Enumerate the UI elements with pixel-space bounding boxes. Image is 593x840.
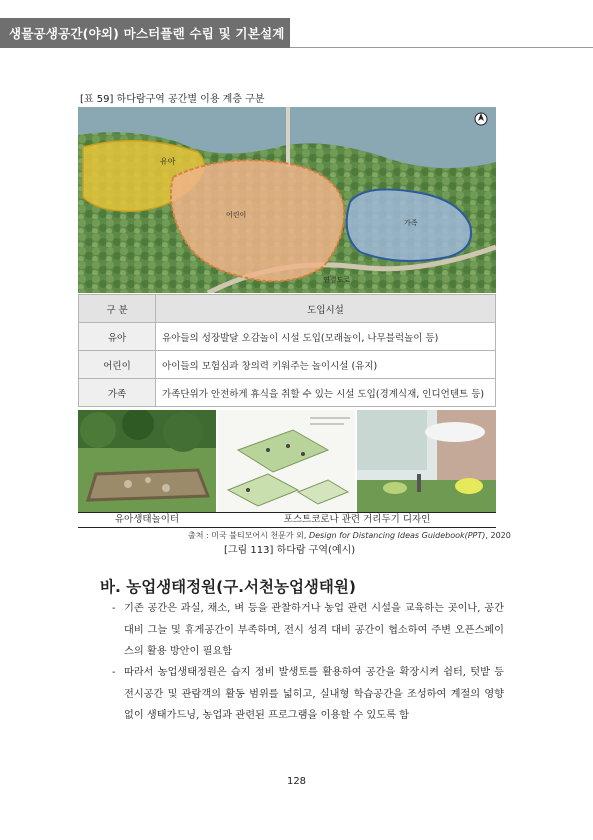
- bullet-dash: -: [112, 667, 116, 678]
- north-arrow-icon: [475, 113, 487, 125]
- running-header-title: 생물공생공간(야외) 마스터플랜 수립 및 기본설계: [9, 26, 285, 41]
- source-prefix: 출처 : 미국 불티모어시 천문가 외,: [188, 531, 309, 540]
- table-header-category: 구 분: [79, 295, 156, 323]
- body-paragraph: [112, 662, 504, 727]
- distancing-rendering: [357, 410, 496, 512]
- map-label-path: 연결도로: [323, 276, 351, 284]
- figure-caption: [그림 113] 하다람 구역(예시): [224, 545, 356, 556]
- source-note: [188, 530, 511, 541]
- row-category: 유아: [79, 323, 156, 351]
- paragraph-text: 따라서 농업생태정원은 습지 정비 발생토를 활용하여 공간을 확장시켜 쉼터, 텃밭 등 전시공간 및 관람객의 활동 범위를 넓히고, 실내형 학습공간을 조성하여 계절의 영향 없이 생태가드닝, 농업과 관련된 프로그램을 이용할 수 있도록 함: [124, 667, 504, 721]
- section-title: 바. 농업생태정원(구.서천농업생태원): [100, 578, 356, 596]
- table-row: [79, 323, 496, 351]
- infant-playground-photo: [78, 410, 216, 512]
- page-number: 128: [286, 776, 307, 787]
- photo-label-distancing: 포스트코로나 관련 거리두기 디자인: [283, 514, 431, 525]
- header-rule: [290, 47, 593, 48]
- row-category: 가족: [79, 379, 156, 407]
- distancing-diagram: [218, 410, 355, 512]
- table-header-row: [79, 295, 496, 323]
- map-label-child: 어린이: [226, 211, 247, 219]
- photo-label-infant-playground: 유아생태놀이터: [114, 514, 180, 525]
- source-suffix: , 2020: [485, 531, 511, 540]
- table-header-facility: 도입시설: [156, 295, 496, 323]
- row-facility: 아이들의 모험심과 창의력 키워주는 놀이시설 (유지): [156, 351, 496, 379]
- photo-labels: [78, 512, 496, 528]
- row-facility: 가족단위가 안전하게 휴식을 취할 수 있는 시설 도입(경계식재, 인디언텐트 등): [156, 379, 496, 407]
- running-header: [0, 18, 290, 48]
- map-label-infant: 유아: [160, 157, 176, 166]
- table-row: [79, 379, 496, 407]
- source-title: Design for Distancing Ideas Guidebook(PPT): [308, 531, 486, 540]
- zone-map: [78, 107, 496, 293]
- bullet-dash: -: [112, 603, 116, 614]
- facility-table: [78, 294, 496, 407]
- photo-strip: [78, 410, 496, 512]
- map-label-family: 가족: [404, 219, 418, 227]
- row-facility: 유아들의 성장발달 오감놀이 시설 도입(모래놀이, 나무블럭놀이 등): [156, 323, 496, 351]
- zone-map-graphic: [78, 107, 496, 293]
- table-row: [79, 351, 496, 379]
- paragraph-text: 기존 공간은 과실, 채소, 벼 등을 관찰하거나 농업 관련 시설을 교육하는 곳이나, 공간 대비 그늘 및 휴게공간이 부족하며, 전시 성격 대비 공간이 협소하여 주변 오픈스페이스의 활용 방안이 필요함: [124, 603, 504, 657]
- body-paragraph: [112, 598, 504, 663]
- row-category: 어린이: [79, 351, 156, 379]
- table-caption: [표 59] 하다람구역 공간별 이용 계층 구분: [80, 94, 265, 105]
